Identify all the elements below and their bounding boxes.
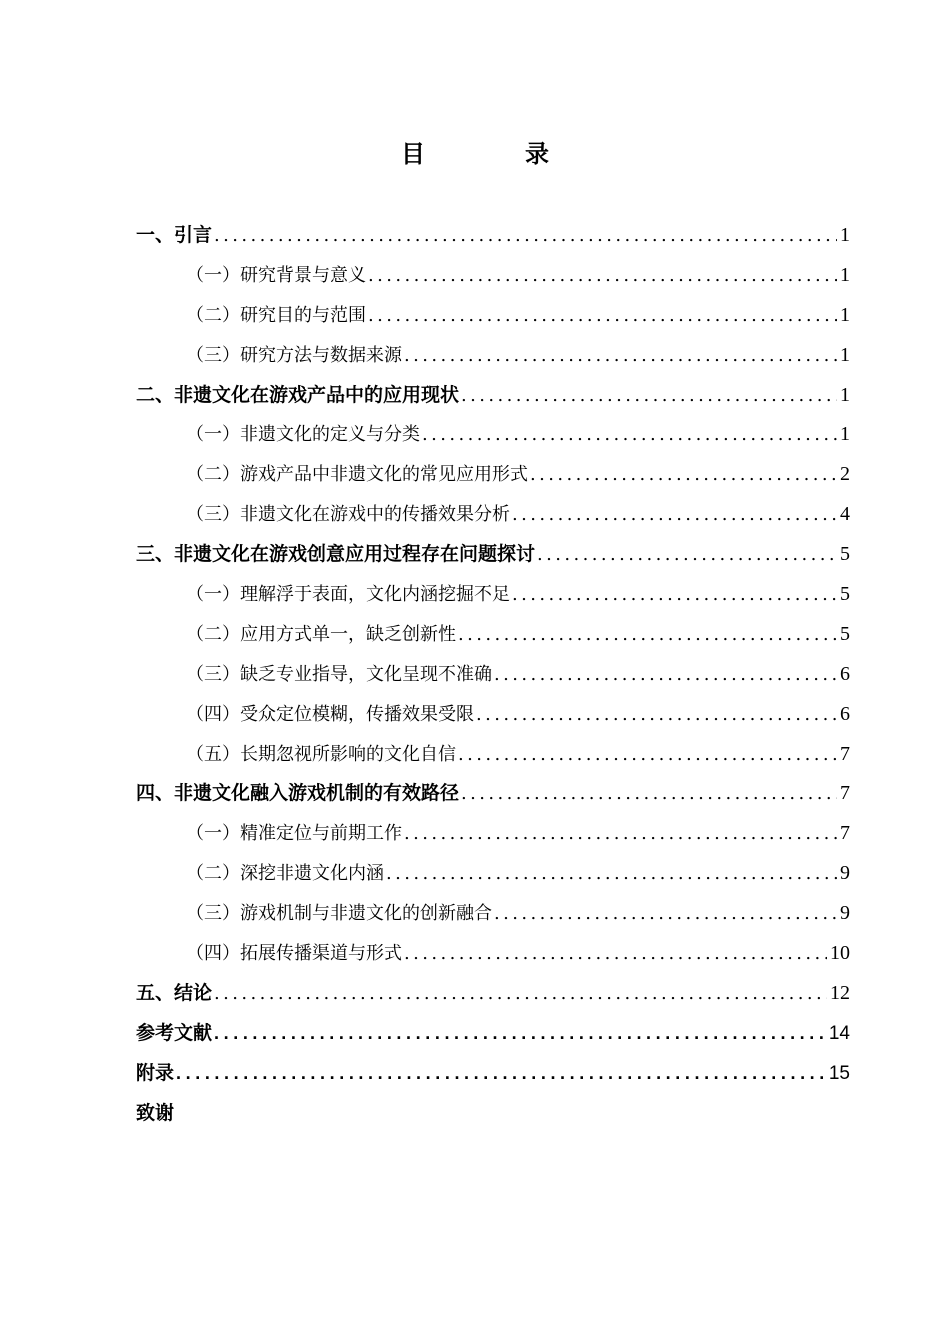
toc-entry-label: （二）深挖非遗文化内涵	[186, 863, 384, 885]
toc-entry-deep-dive[interactable]	[136, 854, 850, 894]
toc-page-number: 1	[840, 383, 850, 406]
toc-dot-leader	[404, 814, 837, 854]
toc-entry-positioning[interactable]	[136, 814, 850, 854]
toc-page-number: 1	[840, 343, 850, 366]
toc-dot-leader	[386, 854, 837, 894]
toc-page-number: 6	[840, 662, 850, 685]
toc-entry-current-status[interactable]	[136, 376, 850, 416]
toc-entry-label: （四）拓展传播渠道与形式	[186, 943, 402, 965]
toc-entry-label: （二）研究目的与范围	[186, 304, 366, 326]
toc-entry-label: 参考文献	[136, 1021, 213, 1044]
toc-entry-innovation[interactable]	[136, 894, 850, 934]
toc-dot-leader	[458, 615, 837, 655]
toc-entry-channels[interactable]	[136, 934, 850, 974]
toc-dot-leader	[476, 695, 837, 735]
toc-dot-leader	[214, 974, 827, 1014]
toc-entry-lack-guidance[interactable]	[136, 655, 850, 695]
toc-page-number: 7	[840, 742, 850, 765]
toc-entry-shallow-understanding[interactable]	[136, 575, 850, 615]
toc-page-number: 4	[840, 503, 850, 526]
toc-dot-leader	[368, 296, 837, 336]
toc-entry-label: （一）精准定位与前期工作	[186, 823, 402, 845]
toc-entry-label: （二）应用方式单一，缺乏创新性	[186, 623, 456, 645]
toc-entry-effective-paths[interactable]	[136, 774, 850, 814]
toc-dot-leader	[461, 376, 837, 416]
toc-entry-label: 四、非遗文化融入游戏机制的有效路径	[136, 782, 460, 805]
toc-dot-leader	[214, 1014, 826, 1054]
toc-entry-references[interactable]	[136, 1014, 850, 1054]
toc-page-number: 6	[840, 702, 850, 725]
toc-entry-single-approach[interactable]	[136, 615, 850, 655]
toc-entry-definition[interactable]	[136, 415, 850, 455]
toc-entry-label: （五）长期忽视所影响的文化自信	[186, 743, 456, 765]
toc-entry-label: （四）受众定位模糊，传播效果受限	[186, 703, 474, 725]
toc-page-number: 2	[840, 463, 850, 486]
toc-dot-leader	[404, 336, 837, 376]
toc-dot-leader	[530, 455, 837, 495]
toc-title: 目 录	[401, 140, 587, 168]
toc-dot-leader	[458, 735, 837, 775]
toc-entry-label: 三、非遗文化在游戏创意应用过程存在问题探讨	[136, 543, 536, 566]
toc-entry-label: （三）游戏机制与非遗文化的创新融合	[186, 903, 492, 925]
toc-dot-leader	[494, 655, 837, 695]
toc-entry-audience[interactable]	[136, 695, 850, 735]
toc-entry-purpose[interactable]	[136, 296, 850, 336]
toc-entry-label: （三）缺乏专业指导，文化呈现不准确	[186, 663, 492, 685]
toc-entry-label: （二）游戏产品中非遗文化的常见应用形式	[186, 464, 528, 486]
toc-page-number: 1	[840, 224, 850, 246]
toc-dot-leader	[176, 1054, 826, 1094]
toc-entry-appendix[interactable]	[136, 1054, 850, 1094]
toc-entry-label: 二、非遗文化在游戏产品中的应用现状	[136, 383, 460, 406]
toc-dot-leader	[512, 575, 837, 615]
toc-page-number: 7	[840, 782, 850, 805]
toc-dot-leader	[422, 415, 837, 455]
toc-page-number: 7	[840, 822, 850, 845]
toc-entry-conclusion[interactable]	[136, 974, 850, 1014]
table-of-contents	[136, 216, 850, 1133]
toc-entry-label: 致谢	[136, 1101, 175, 1124]
toc-page-number: 15	[828, 1062, 850, 1084]
toc-dot-leader	[404, 934, 827, 974]
toc-entry-methods[interactable]	[136, 336, 850, 376]
toc-page-number: 9	[840, 902, 850, 925]
toc-entry-label: 一、引言	[136, 224, 213, 246]
toc-page-number: 1	[840, 263, 850, 286]
toc-dot-leader	[494, 894, 837, 934]
toc-page-number: 5	[840, 622, 850, 645]
toc-entry-background[interactable]	[136, 256, 850, 296]
toc-page-number: 10	[830, 942, 850, 965]
toc-entry-common-forms[interactable]	[136, 455, 850, 495]
toc-dot-leader	[461, 774, 837, 814]
toc-entry-effect-analysis[interactable]	[136, 495, 850, 535]
toc-dot-leader	[512, 495, 837, 535]
toc-entry-introduction[interactable]	[136, 216, 850, 256]
toc-page-number: 14	[828, 1022, 850, 1044]
toc-dot-leader	[214, 216, 837, 256]
toc-page-number: 5	[840, 583, 850, 606]
toc-entry-label: （三）非遗文化在游戏中的传播效果分析	[186, 504, 510, 526]
toc-page-number: 12	[830, 981, 850, 1004]
toc-page-number: 1	[840, 423, 850, 446]
toc-dot-leader	[368, 256, 837, 296]
toc-entry-confidence[interactable]	[136, 735, 850, 775]
toc-entry-acknowledgements[interactable]	[136, 1094, 850, 1134]
toc-entry-label: （一）理解浮于表面，文化内涵挖掘不足	[186, 584, 510, 606]
toc-entry-label: （三）研究方法与数据来源	[186, 344, 402, 366]
toc-page-number: 5	[840, 543, 850, 566]
toc-entry-label: （一）研究背景与意义	[186, 264, 366, 286]
toc-entry-label: 五、结论	[136, 981, 213, 1004]
toc-entry-label: 附录	[136, 1061, 175, 1084]
toc-entry-label: （一）非遗文化的定义与分类	[186, 424, 420, 446]
toc-entry-problems[interactable]	[136, 535, 850, 575]
toc-dot-leader	[537, 535, 837, 575]
toc-page-number: 1	[840, 303, 850, 326]
toc-page-number: 9	[840, 862, 850, 885]
